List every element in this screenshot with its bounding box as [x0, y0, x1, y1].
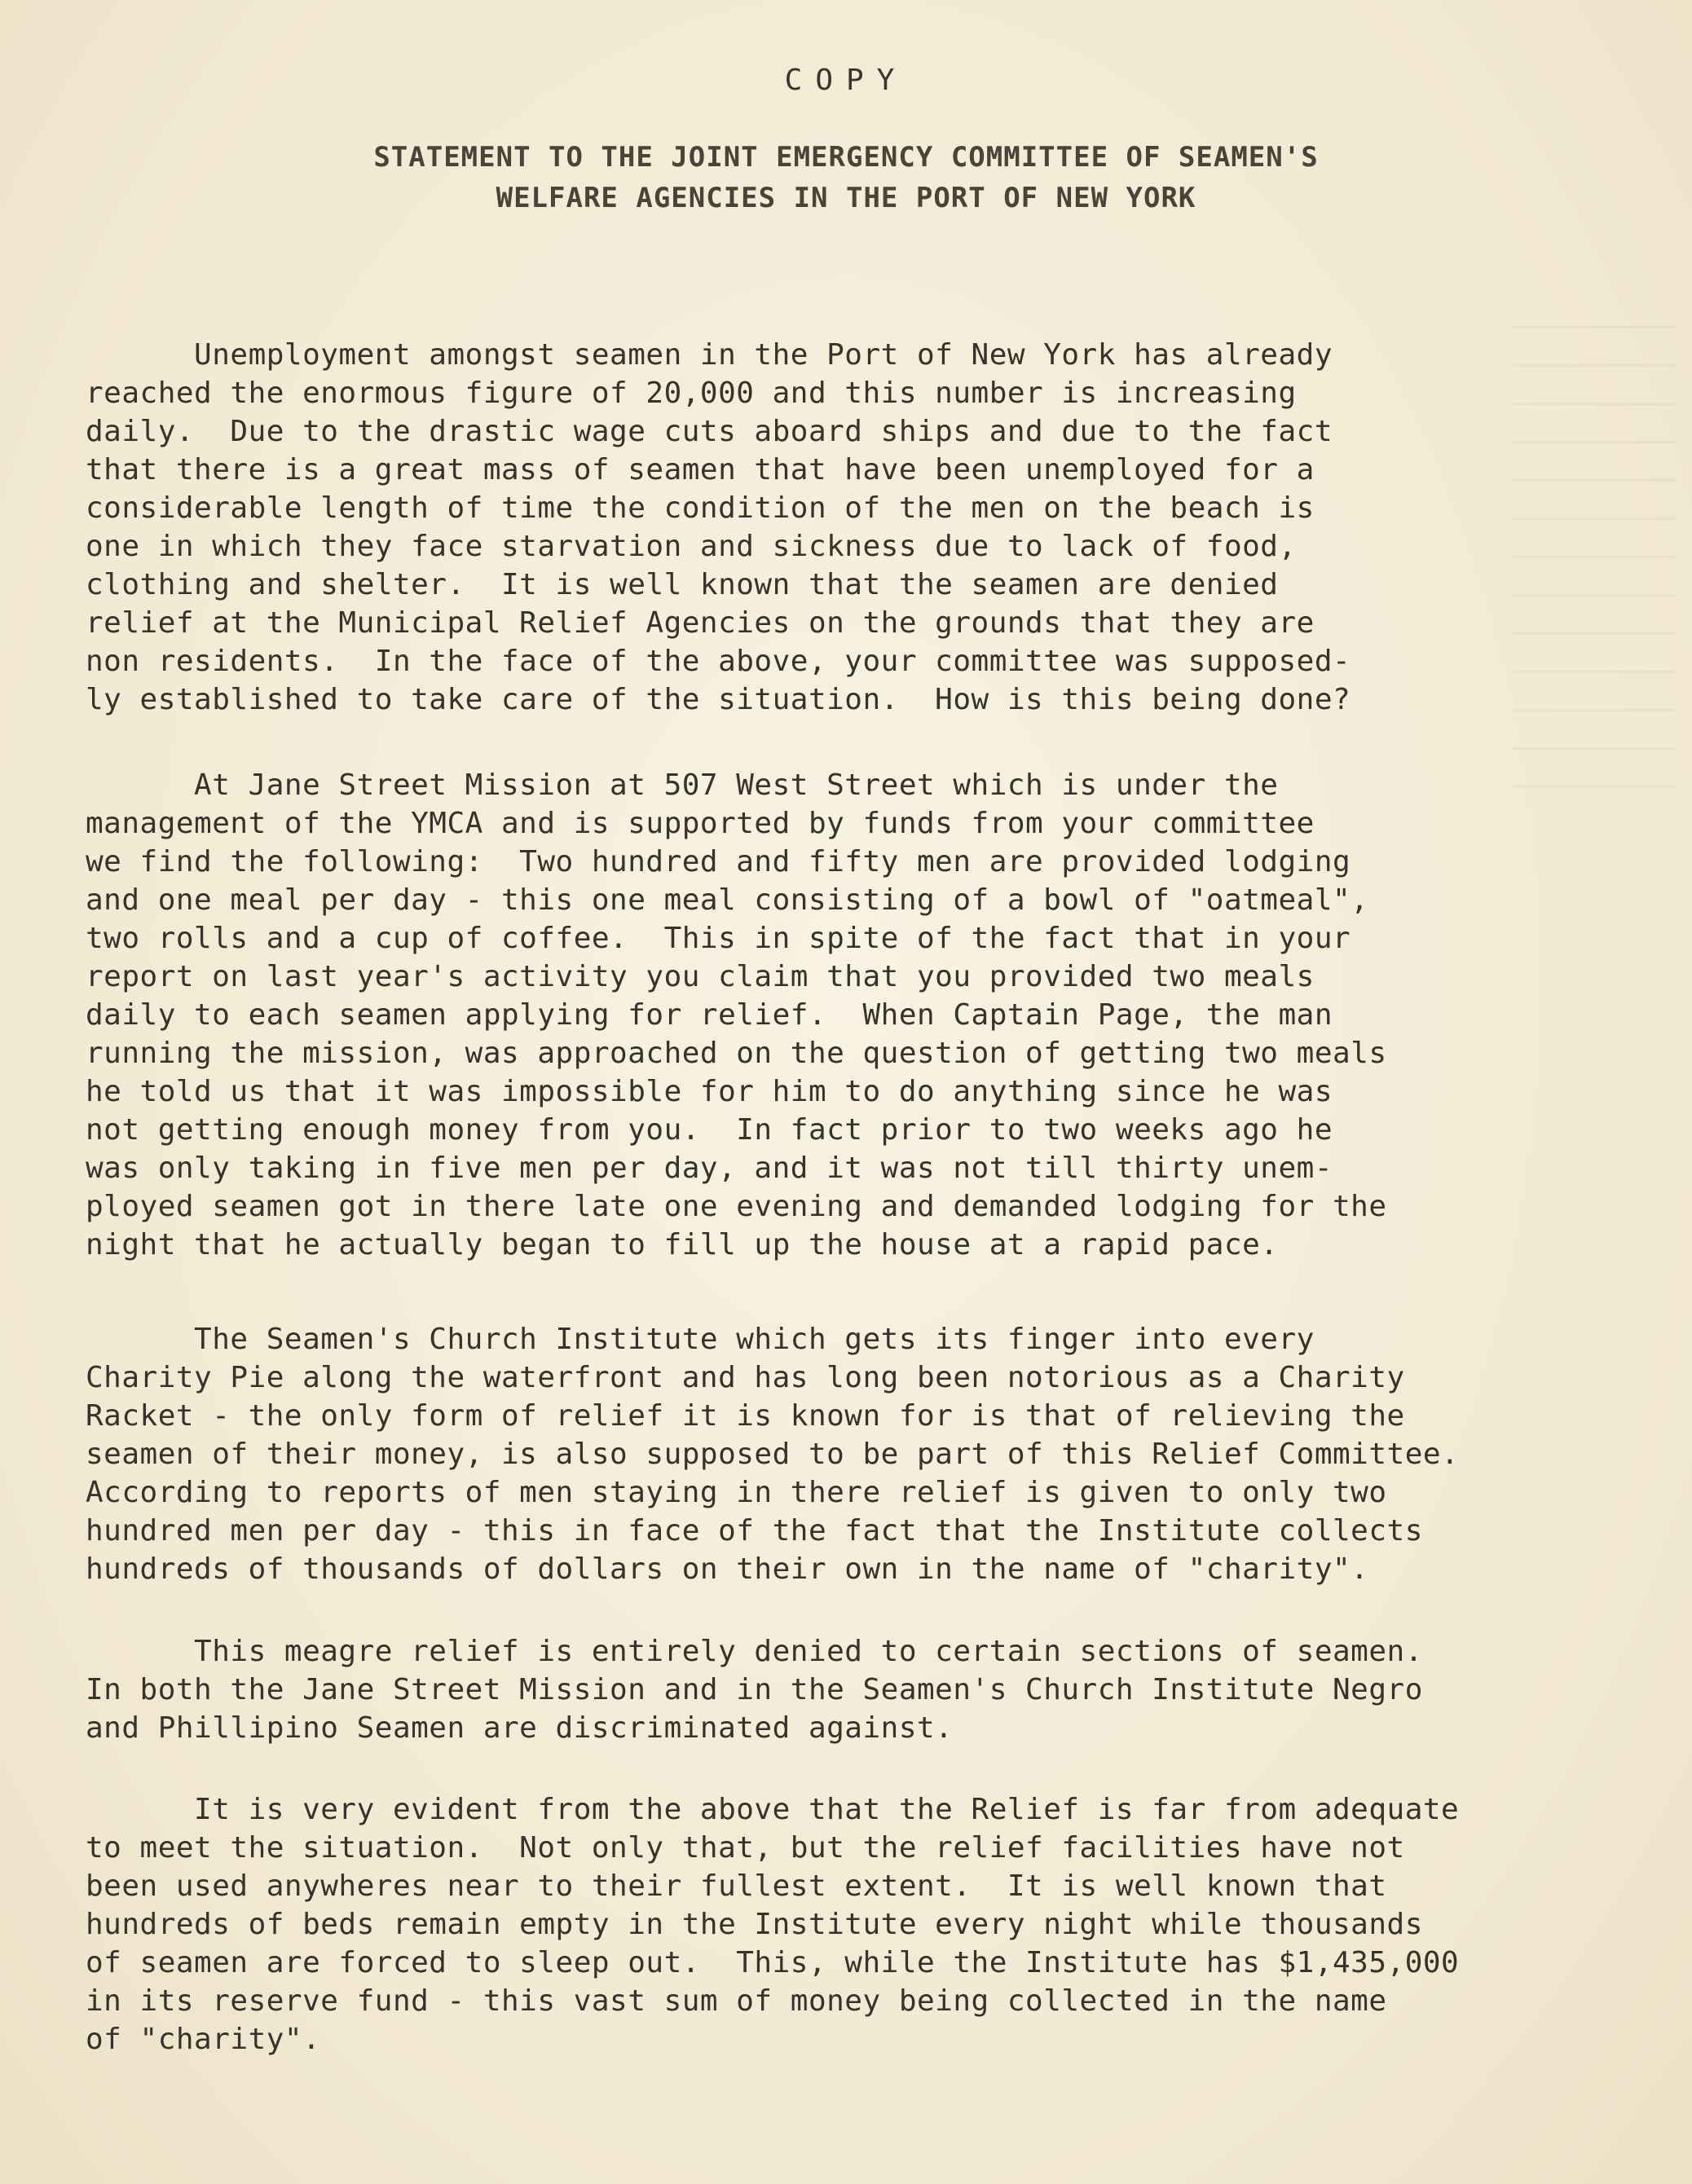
text-line: not getting enough money from you. In fact prior to two weeks ago he: [86, 1113, 1333, 1147]
text-line: clothing and shelter. It is well known that the seamen are denied: [86, 568, 1279, 601]
paragraph-seamens-church-institute: [86, 1320, 1634, 1588]
document-title: [0, 137, 1692, 218]
text-line: running the mission, was approached on the question of getting two meals: [86, 1037, 1387, 1070]
text-line: In both the Jane Street Mission and in the Seamen's Church Institute Negro: [86, 1673, 1423, 1706]
copy-mark: COPY: [784, 64, 908, 97]
text-line: reached the enormous figure of 20,000 and this number is increasing: [86, 376, 1297, 410]
text-line: and one meal per day - this one meal consisting of a bowl of "oatmeal",: [86, 883, 1369, 917]
text-line: of "charity".: [86, 2023, 321, 2056]
text-line: hundreds of beds remain empty in the Institute every night while thousands: [86, 1908, 1423, 1941]
text-line: and Phillipino Seamen are discriminated against.: [86, 1711, 954, 1745]
text-line: hundred men per day - this in face of the fact that the Institute collects: [86, 1514, 1423, 1548]
text-line: been used anywheres near to their fullest extent. It is well known that: [86, 1869, 1387, 1903]
text-line: we find the following: Two hundred and fifty men are provided lodging: [86, 845, 1351, 878]
title-line-1: STATEMENT TO THE JOINT EMERGENCY COMMITTEE OF SEAMEN'S: [373, 141, 1319, 174]
text-line: hundreds of thousands of dollars on their own in the name of "charity".: [86, 1552, 1369, 1586]
paragraph-discrimination: [86, 1632, 1634, 1747]
text-line: to meet the situation. Not only that, but the relief facilities have not: [86, 1831, 1405, 1865]
text-line: two rolls and a cup of coffee. This in spite of the fact that in your: [86, 922, 1351, 955]
text-line: Racket - the only form of relief it is known for is that of relieving the: [86, 1399, 1405, 1433]
text-line: The Seamen's Church Institute which gets its finger into every: [86, 1323, 1315, 1356]
text-line: Unemployment amongst seamen in the Port of New York has already: [86, 338, 1333, 372]
text-line: in its reserve fund - this vast sum of money being collected in the name: [86, 1984, 1387, 2018]
text-line: This meagre relief is entirely denied to certain sections of seamen.: [86, 1635, 1423, 1668]
text-line: daily to each seamen applying for relief. When Captain Page, the man: [86, 998, 1333, 1032]
text-line: daily. Due to the drastic wage cuts aboard ships and due to the fact: [86, 415, 1333, 448]
text-line: report on last year's activity you claim that you provided two meals: [86, 960, 1315, 993]
text-line: ly established to take care of the situation. How is this being done?: [86, 683, 1351, 716]
text-line: night that he actually began to fill up the house at a rapid pace.: [86, 1228, 1279, 1262]
text-line: Charity Pie along the waterfront and has long been notorious as a Charity: [86, 1361, 1405, 1394]
text-line: relief at the Municipal Relief Agencies on the grounds that they are: [86, 606, 1315, 640]
paragraph-jane-street-mission: [86, 766, 1634, 1264]
text-line: management of the YMCA and is supported by funds from your committee: [86, 807, 1315, 840]
paragraph-conclusion: [86, 1790, 1634, 2059]
text-line: that there is a great mass of seamen that have been unemployed for a: [86, 453, 1315, 487]
text-line: of seamen are forced to sleep out. This, while the Institute has $1,435,000: [86, 1946, 1460, 1979]
text-line: ployed seamen got in there late one evening and demanded lodging for the: [86, 1190, 1387, 1223]
text-line: he told us that it was impossible for him to do anything since he was: [86, 1075, 1333, 1108]
text-line: was only taking in five men per day, and it was not till thirty unem-: [86, 1151, 1333, 1185]
text-line: seamen of their money, is also supposed to be part of this Relief Committee.: [86, 1438, 1460, 1471]
text-line: According to reports of men staying in there relief is given to only two: [86, 1476, 1387, 1509]
text-line: one in which they face starvation and sickness due to lack of food,: [86, 530, 1297, 563]
paragraph-unemployment: [86, 336, 1634, 719]
text-line: At Jane Street Mission at 507 West Street which is under the: [86, 768, 1279, 802]
text-line: considerable length of time the condition of the men on the beach is: [86, 491, 1315, 525]
text-line: non residents. In the face of the above, your committee was supposed-: [86, 645, 1351, 678]
text-line: It is very evident from the above that the Relief is far from adequate: [86, 1793, 1460, 1826]
title-line-2: WELFARE AGENCIES IN THE PORT OF NEW YORK: [496, 182, 1196, 214]
